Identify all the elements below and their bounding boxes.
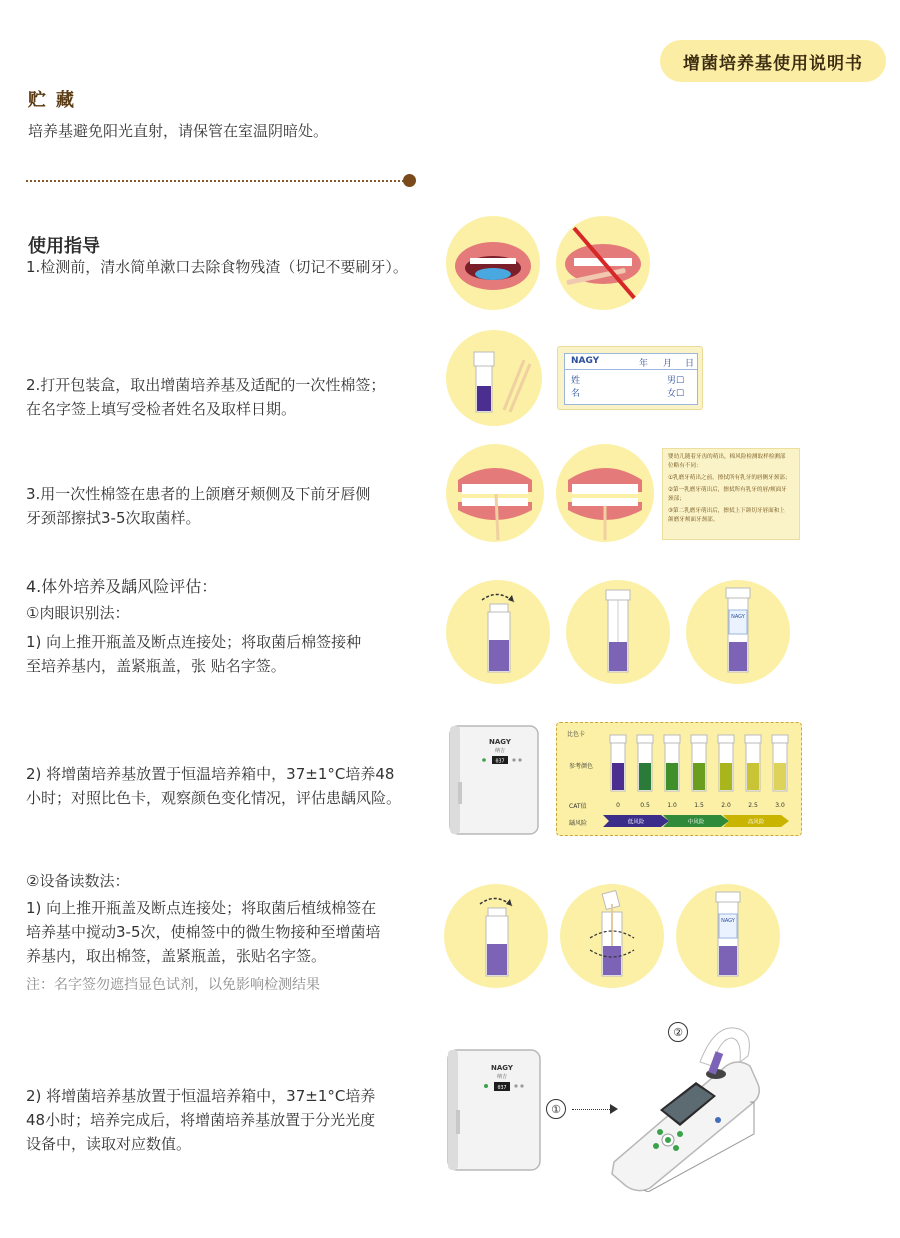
step-3-line-2: 牙颈部擦拭3-5次取菌样。 (26, 509, 201, 527)
label-card-female: 女 (667, 389, 677, 399)
cat-value-label: 0 (616, 802, 620, 809)
method-1-heading: ①肉眼识别法： (26, 604, 130, 622)
page-title: 增菌培养基使用说明书 (683, 53, 863, 74)
label-card-name-2: 名 (571, 389, 581, 399)
cat-value-label: 1.5 (694, 802, 704, 809)
tube-inoculate-illustration (566, 580, 670, 684)
tube-labeled-illustration (686, 580, 790, 684)
incubator-illustration (448, 722, 544, 838)
rinse-mouth-illustration (446, 216, 540, 310)
incubator-display: 037 (495, 758, 505, 765)
step-3-line-1: 3.用一次性棉签在患者的上颌磨牙颊侧及下前牙唇侧 (26, 485, 371, 503)
step-marker-2-text: ② (673, 1025, 683, 1039)
step-4-heading: 4.体外培养及龋风险评估： (26, 577, 218, 596)
cat-value-label: 2.0 (721, 802, 731, 809)
method-2-step-2-line-1: 2) 将增菌培养基放置于恒温培养箱中，37±1°C培养 (26, 1087, 376, 1105)
no-brushing-illustration (556, 216, 650, 310)
label-note: 注：名字签勿遮挡显色试剂，以免影响检测结果 (26, 977, 320, 993)
info-card-line: ②第一乳磨牙萌出后，擦拭所有乳牙的唇/颊面牙 (668, 487, 787, 493)
incubator-illustration-2 (446, 1046, 546, 1174)
step-1-text: 1.检测前，清水简单漱口去除食物残渣（切记不要刷牙）。 (26, 258, 408, 276)
info-card-line: ①乳磨牙萌出之前，擦拭所有乳牙的唇侧牙颈部； (668, 475, 791, 481)
risk-level-label: 高风险 (747, 819, 765, 826)
tube-and-swabs-illustration (446, 330, 542, 426)
guide-heading: 使用指导 (28, 236, 100, 257)
color-card-tube (610, 735, 626, 791)
sampling-info-card (662, 448, 800, 540)
risk-level-label: 中风险 (687, 819, 705, 826)
label-card-month: 月 (663, 359, 673, 369)
tube-open-cap-illustration-2 (444, 884, 548, 988)
incubator-sub: 纳吉 (496, 1074, 508, 1080)
step-marker-1 (546, 1099, 566, 1119)
color-card-tube (745, 735, 761, 791)
page-title-badge (660, 40, 886, 82)
step-2-line-2: 在名字签上填写受检者姓名及取样日期。 (26, 400, 297, 418)
risk-level-label: 低风险 (627, 819, 645, 826)
label-card-male: 男 (667, 376, 677, 386)
tube-label-brand: NAGY (731, 614, 745, 620)
color-card-tubes (557, 723, 803, 837)
color-card-ref-label: 参考颜色 (569, 763, 594, 770)
info-card-line: 位略有不同： (668, 463, 702, 469)
method-1-step-2-line-2: 小时；对照比色卡，观察颜色变化情况，评估患龋风险。 (26, 789, 402, 807)
color-card-tube (718, 735, 734, 791)
method-1-step-1-line-1: 1) 向上推开瓶盖及断点连接处；将取菌后棉签接种 (26, 633, 362, 651)
color-comparison-card (556, 722, 802, 836)
tube-label-brand: NAGY (721, 918, 735, 924)
tube-stir-swab-illustration (560, 884, 664, 988)
step-marker-1-text: ① (551, 1102, 561, 1116)
lower-front-swab-illustration (556, 444, 654, 542)
info-card-line: 颌磨牙颊面牙颈部。 (668, 517, 719, 523)
method-1-step-2-line-1: 2) 将增菌培养基放置于恒温培养箱中，37±1°C培养48 (26, 765, 395, 783)
storage-heading: 贮藏 (28, 90, 84, 111)
method-2-step-1-line-2: 培养基中搅动3-5次，使棉签中的微生物接种至增菌培 (26, 923, 381, 941)
color-card-tube (637, 735, 653, 791)
color-card-tube (664, 735, 680, 791)
cat-value-label: 1.0 (667, 802, 677, 809)
cat-value-label: 3.0 (775, 802, 785, 809)
section-divider (26, 180, 404, 182)
incubator-sub: 纳吉 (494, 748, 506, 754)
tube-labeled-illustration-2 (676, 884, 780, 988)
method-2-step-1-line-1: 1) 向上推开瓶盖及断点连接处；将取菌后植绒棉签在 (26, 899, 377, 917)
spectrophotometer-illustration (608, 1022, 764, 1192)
color-card-title: 比色卡 (567, 731, 586, 738)
upper-molar-swab-illustration (446, 444, 544, 542)
color-card-tube (691, 735, 707, 791)
label-card-year: 年 (639, 359, 649, 369)
label-card-day: 日 (685, 359, 695, 369)
incubator-brand: NAGY (491, 1064, 513, 1072)
tube-open-cap-illustration (446, 580, 550, 684)
info-card-line: 颈部； (668, 496, 685, 502)
cat-value-label: 2.5 (748, 802, 758, 809)
info-card-line: 婴幼儿随着牙齿的萌出，棉风险检测取样检测部 (668, 454, 786, 460)
method-1-step-1-line-2: 至培养基内，盖紧瓶盖，张 贴名字签。 (26, 657, 286, 675)
method-2-step-2-line-2: 48小时；培养完成后，将增菌培养基放置于分光光度 (26, 1111, 376, 1129)
color-card-cat-label: CAT值 (569, 803, 587, 810)
method-2-heading: ②设备读数法： (26, 872, 130, 890)
cat-value-label: 0.5 (640, 802, 650, 809)
method-2-step-1-line-3: 养基内，取出棉签，盖紧瓶盖，张贴名字签。 (26, 947, 327, 965)
incubator-brand: NAGY (489, 738, 511, 746)
incubator-display: 037 (497, 1085, 507, 1091)
info-card-line: ③第二乳磨牙萌出后，擦拭上下颌切牙唇面和上 (668, 508, 785, 514)
arrow-line (572, 1109, 612, 1110)
color-card-risk-label: 龋风险 (569, 820, 588, 827)
method-2-step-2-line-3: 设备中，读取对应数值。 (26, 1135, 192, 1153)
color-card-tube (772, 735, 788, 791)
storage-text: 培养基避免阳光直射，请保管在室温阴暗处。 (28, 122, 329, 140)
label-card-name-1: 姓 (571, 376, 581, 386)
name-label-card: NAGY 年 月 日 姓 名 男☐ 女☐ (557, 346, 703, 410)
divider-dot (403, 174, 416, 187)
step-2-line-1: 2.打开包装盒，取出增菌培养基及适配的一次性棉签； (26, 376, 386, 394)
label-card-brand: NAGY (571, 356, 600, 366)
